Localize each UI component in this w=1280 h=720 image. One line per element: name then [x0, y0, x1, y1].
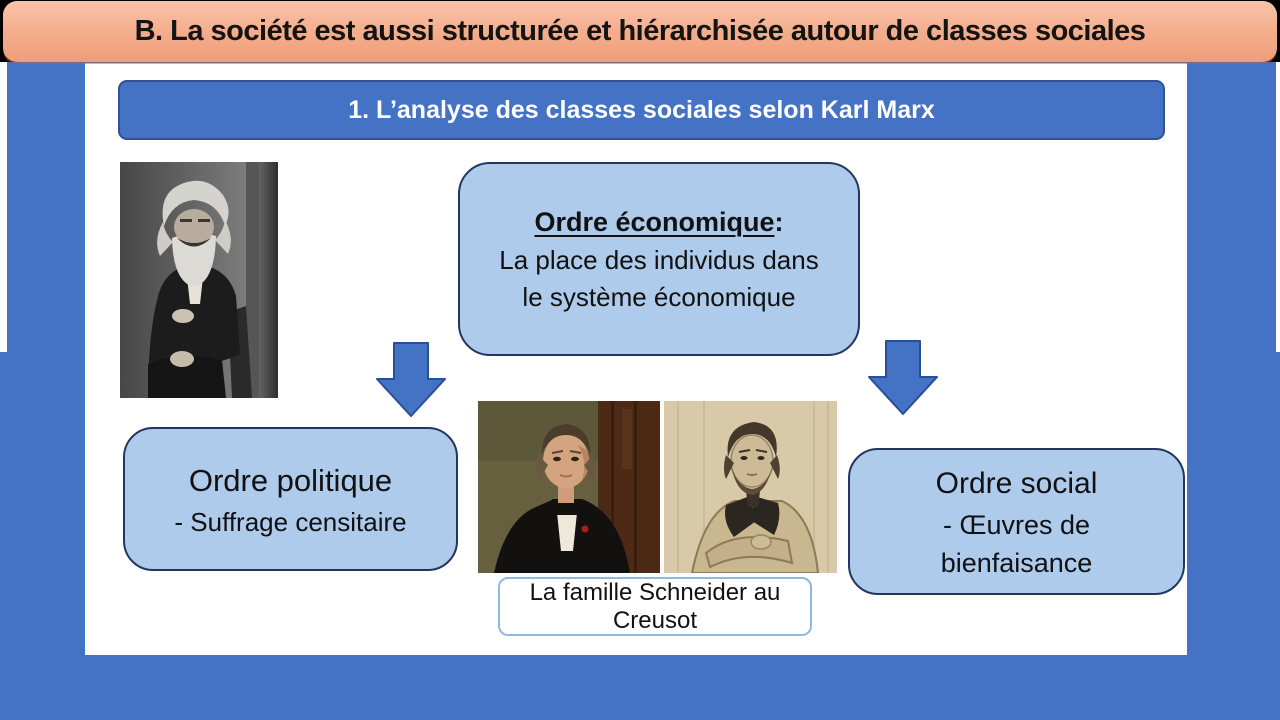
section-title: B. La société est aussi structurée et hiérarchisée autour de classes sociales	[134, 15, 1146, 47]
economic-order-colon: :	[774, 207, 784, 237]
caption-box	[498, 577, 812, 636]
left-edge-sliver	[0, 62, 7, 352]
economic-order-title: Ordre économique:	[534, 207, 784, 237]
subtitle-box	[118, 80, 1165, 140]
political-order-box	[123, 427, 458, 571]
economic-order-body-line1: La place des individus dans	[499, 245, 819, 275]
arrow-down-right-icon	[868, 340, 938, 415]
political-order-item: - Suffrage censitaire	[174, 507, 407, 537]
subtitle-text: 1. L’analyse des classes sociales selon Karl Marx	[348, 95, 935, 124]
karl-marx-photo	[120, 162, 278, 398]
social-order-box	[848, 448, 1185, 595]
caption-text: La famille Schneider au Creusot	[529, 578, 781, 634]
economic-order-box	[458, 162, 860, 356]
right-edge-sliver	[1276, 62, 1280, 352]
economic-order-body-line2: le système économique	[522, 282, 796, 312]
section-title-banner	[3, 1, 1277, 62]
social-order-title: Ordre social	[935, 466, 1098, 500]
arrow-down-left-icon	[376, 342, 446, 417]
political-order-title: Ordre politique	[188, 463, 393, 498]
social-order-item: - Œuvres de bienfaisance	[940, 509, 1093, 578]
schneider-portrait-right	[664, 401, 837, 573]
schneider-portrait-left	[478, 401, 660, 573]
